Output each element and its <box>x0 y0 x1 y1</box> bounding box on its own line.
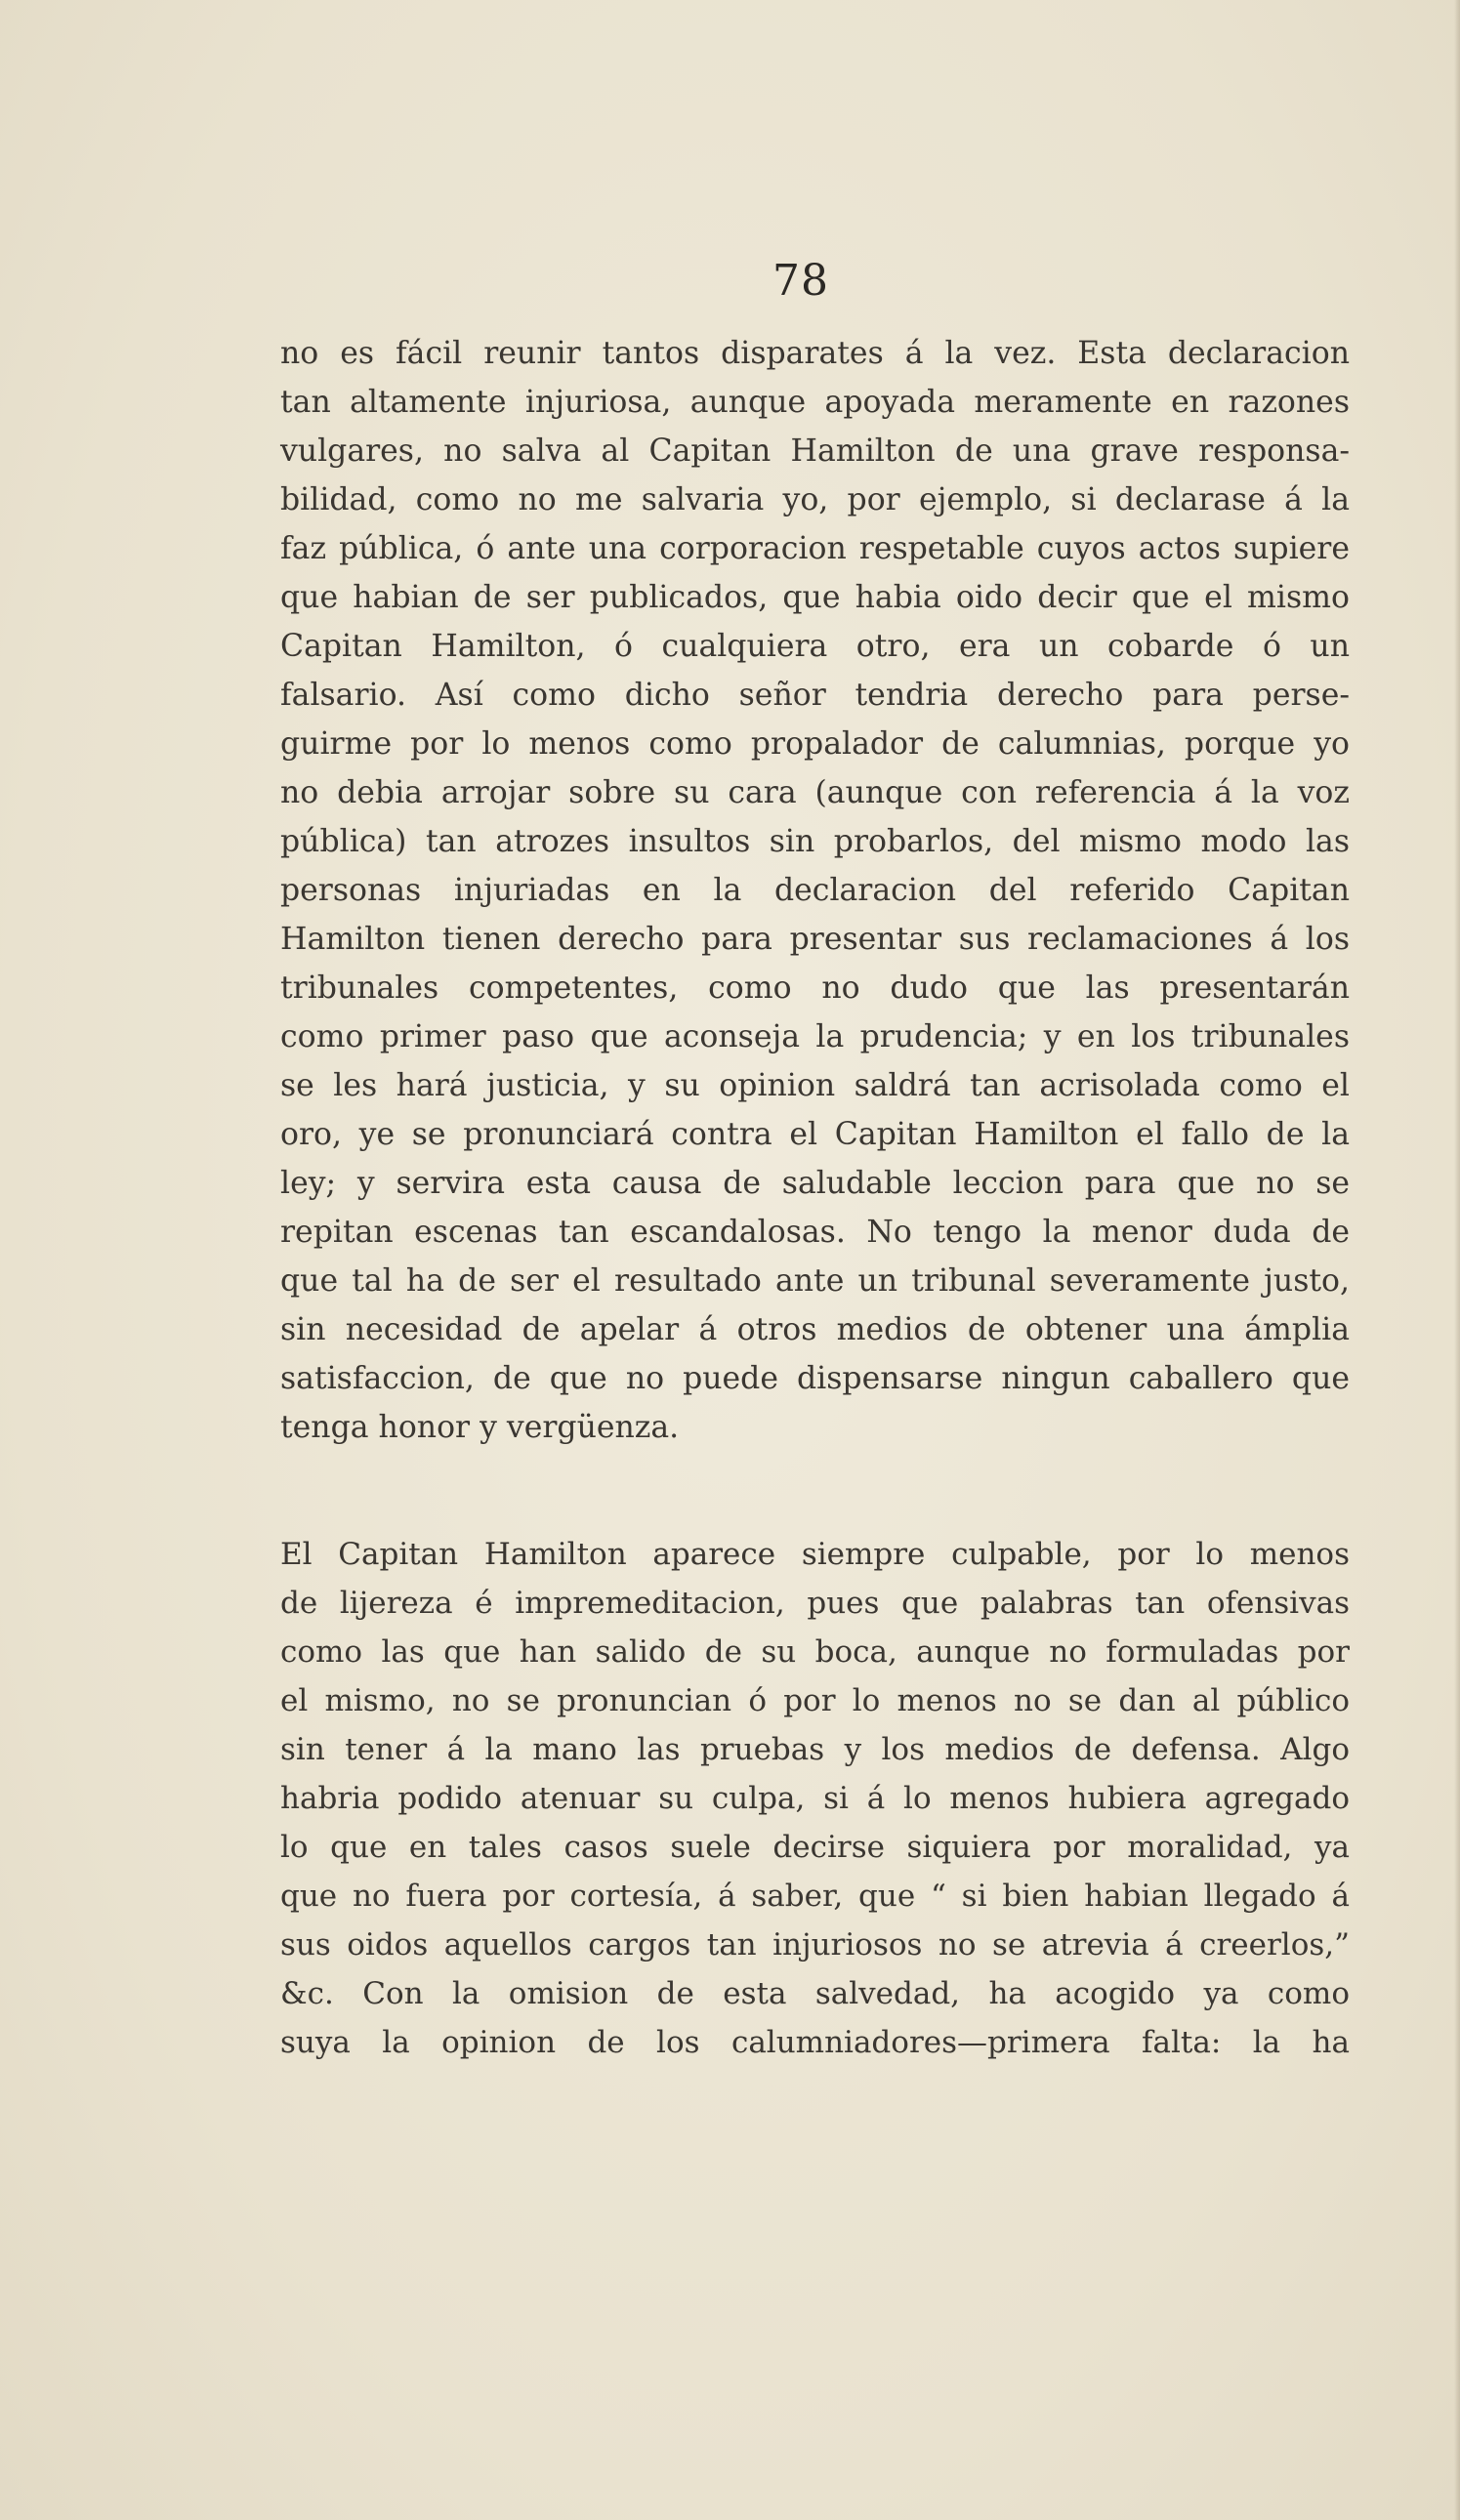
text-line: sin necesidad de apelar á otros medios de obtener una ámplia <box>280 1312 1350 1347</box>
text-line: oro, ye se pronunciará contra el Capitan Hamilton el fallo de la <box>280 1117 1350 1152</box>
text-line: se les hará justicia, y su opinion saldrá tan acrisolada como el <box>280 1068 1350 1103</box>
paragraph-1 <box>280 329 1350 1452</box>
text-line: lo que en tales casos suele decirse siquiera por moralidad, ya <box>280 1830 1350 1865</box>
text-line: pública) tan atrozes insultos sin probarlos, del mismo modo las <box>280 824 1350 859</box>
text-line: que no fuera por cortesía, á saber, que “ si bien habian llegado á <box>280 1879 1350 1914</box>
text-line: falsario. Así como dicho señor tendria derecho para perse- <box>280 678 1350 713</box>
text-line: El Capitan Hamilton aparece siempre culpable, por lo menos <box>280 1537 1350 1572</box>
text-line: satisfaccion, de que no puede dispensarse ningun caballero que <box>280 1361 1350 1396</box>
text-line: como las que han salido de su boca, aunque no formuladas por <box>280 1634 1350 1670</box>
text-line: Hamilton tienen derecho para presentar sus reclamaciones á los <box>280 922 1350 957</box>
text-line: no es fácil reunir tantos disparates á la vez. Esta declaracion <box>280 336 1350 371</box>
text-line: &c. Con la omision de esta salvedad, ha acogido ya como <box>280 1976 1350 2011</box>
text-line: repitan escenas tan escandalosas. No tengo la menor duda de <box>280 1215 1350 1250</box>
text-line: de lijereza é impremeditacion, pues que palabras tan ofensivas <box>280 1586 1350 1621</box>
paragraph-2 <box>280 1530 1350 2067</box>
text-line: guirme por lo menos como propalador de calumnias, porque yo <box>280 726 1350 762</box>
text-line: Capitan Hamilton, ó cualquiera otro, era un cobarde ó un <box>280 629 1350 664</box>
text-line: tribunales competentes, como no dudo que las presentarán <box>280 971 1350 1006</box>
text-line: el mismo, no se pronuncian ó por lo menos no se dan al público <box>280 1683 1350 1718</box>
text-line: ley; y servira esta causa de saludable leccion para que no se <box>280 1166 1350 1201</box>
text-line: tan altamente injuriosa, aunque apoyada meramente en razones <box>280 385 1350 420</box>
text-line: vulgares, no salva al Capitan Hamilton de una grave responsa- <box>280 434 1350 469</box>
text-line: que tal ha de ser el resultado ante un tribunal severamente justo, <box>280 1263 1350 1299</box>
text-line: suya la opinion de los calumniadores—primera falta: la ha <box>280 2025 1350 2060</box>
text-line: como primer paso que aconseja la prudencia; y en los tribunales <box>280 1019 1350 1054</box>
text-line: tenga honor y vergüenza. <box>280 1410 680 1445</box>
page-edge-shadow <box>1454 0 1460 2520</box>
text-line: faz pública, ó ante una corporacion respetable cuyos actos supiere <box>280 531 1350 566</box>
text-line: no debia arrojar sobre su cara (aunque con referencia á la voz <box>280 775 1350 810</box>
text-line: que habian de ser publicados, que habia oido decir que el mismo <box>280 580 1350 615</box>
text-line: habria podido atenuar su culpa, si á lo menos hubiera agregado <box>280 1781 1350 1816</box>
text-line: sus oidos aquellos cargos tan injuriosos no se atrevia á creerlos,” <box>280 1927 1350 1962</box>
text-line: bilidad, como no me salvaria yo, por ejemplo, si declarase á la <box>280 482 1350 517</box>
text-line: personas injuriadas en la declaracion del referido Capitan <box>280 873 1350 908</box>
page-number: 78 <box>772 256 829 306</box>
text-line: sin tener á la mano las pruebas y los medios de defensa. Algo <box>280 1732 1350 1767</box>
